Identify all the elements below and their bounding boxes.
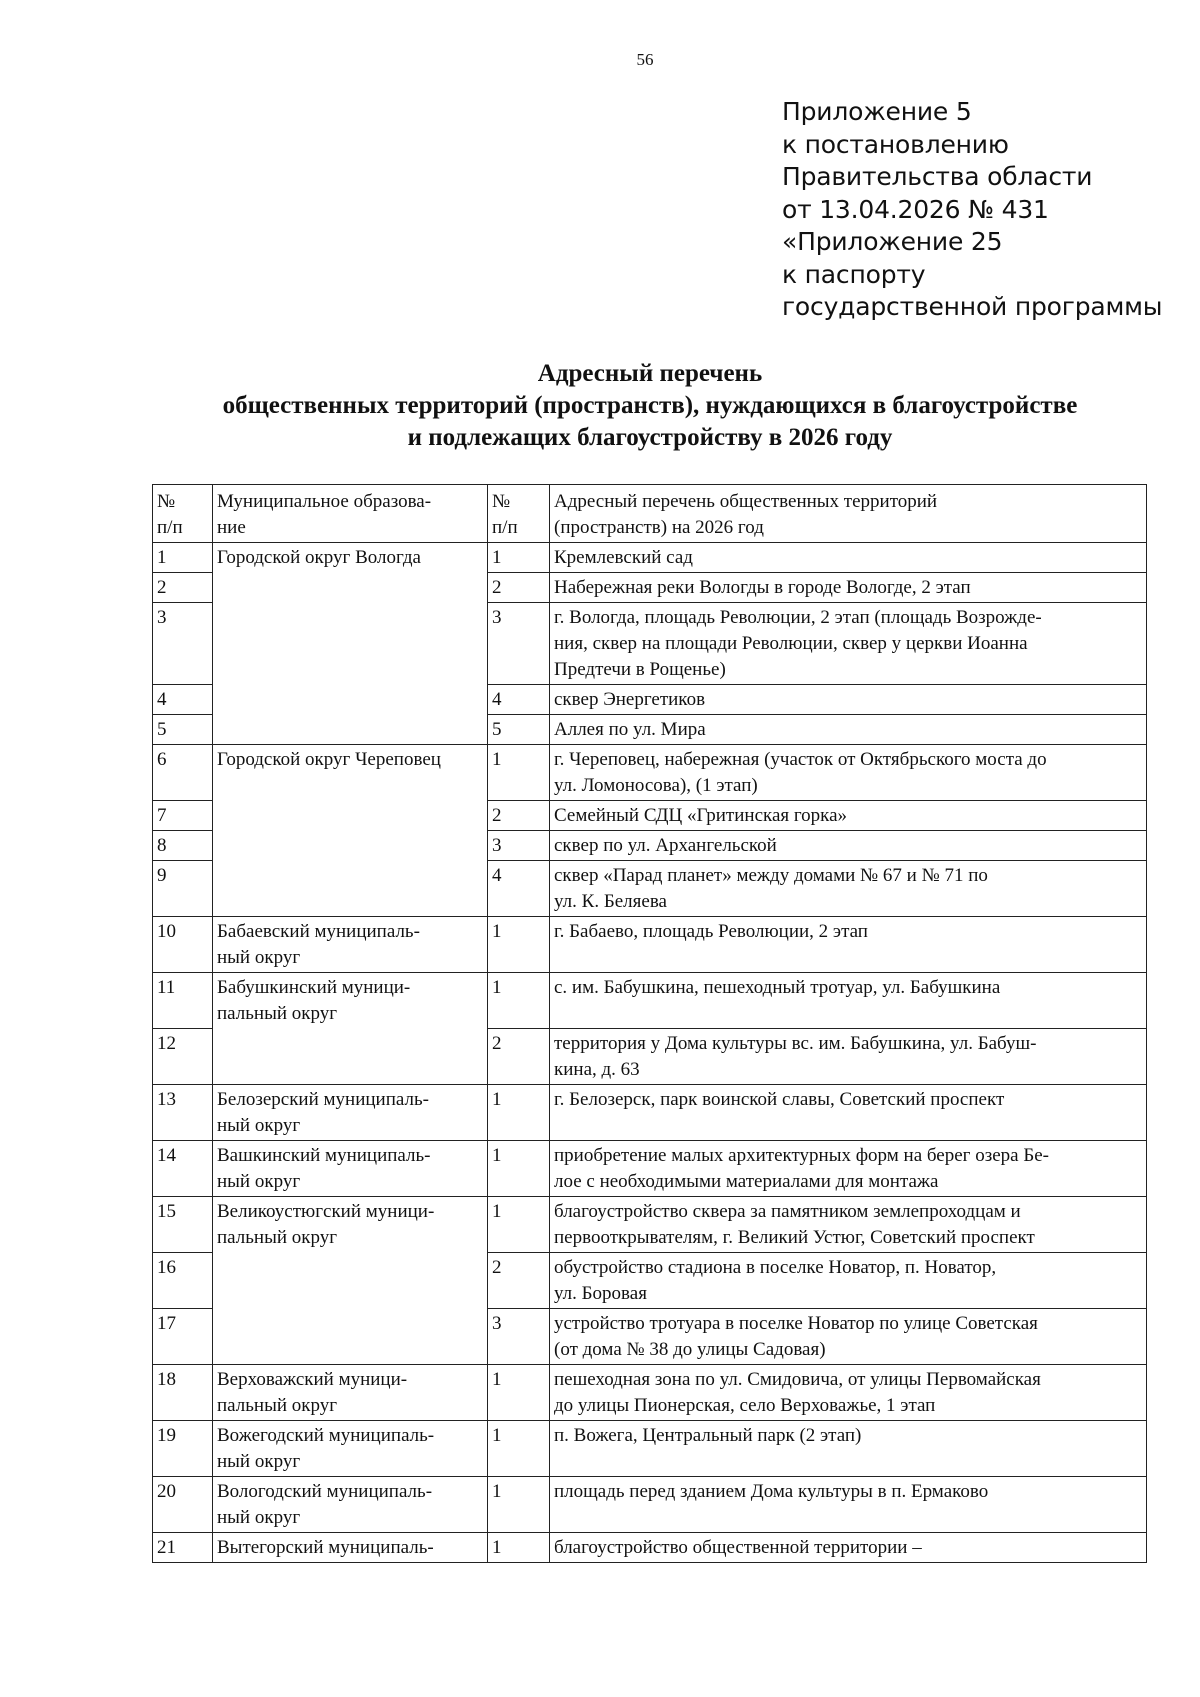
table-row — [153, 543, 1147, 573]
address-cell: г. Белозерск, парк воинской славы, Советский проспект — [550, 1084, 1147, 1140]
row-sub-number: 4 — [488, 861, 550, 917]
address-cell: сквер по ул. Архангельской — [550, 831, 1147, 861]
row-sub-number: 2 — [488, 801, 550, 831]
row-number: 11 — [153, 973, 213, 1029]
address-cell: п. Вожега, Центральный парк (2 этап) — [550, 1420, 1147, 1476]
table-row — [153, 1196, 1147, 1252]
row-number: 16 — [153, 1252, 213, 1308]
table-row — [153, 1364, 1147, 1420]
municipality-cell: Верховажский муници- пальный округ — [213, 1364, 488, 1420]
row-sub-number: 1 — [488, 1140, 550, 1196]
header-municipality: Муниципальное образова- ние — [213, 485, 488, 543]
row-number: 15 — [153, 1196, 213, 1252]
row-number: 7 — [153, 801, 213, 831]
appendix-line: «Приложение 25 — [782, 227, 1003, 256]
row-sub-number: 1 — [488, 917, 550, 973]
row-number: 9 — [153, 861, 213, 917]
address-cell: с. им. Бабушкина, пешеходный тротуар, ул. Бабушкина — [550, 973, 1147, 1029]
table-row — [153, 1532, 1147, 1562]
table-row — [153, 745, 1147, 801]
row-number: 12 — [153, 1028, 213, 1084]
address-cell: устройство тротуара в поселке Новатор по улице Советская (от дома № 38 до улицы Садовая) — [550, 1308, 1147, 1364]
municipality-cell: Великоустюгский муници- пальный округ — [213, 1196, 488, 1252]
address-list-table — [152, 484, 1147, 1563]
row-sub-number: 3 — [488, 831, 550, 861]
table-row — [153, 801, 1147, 831]
address-cell: благоустройство общественной территории – — [550, 1532, 1147, 1562]
row-sub-number: 1 — [488, 1532, 550, 1562]
address-cell: пешеходная зона по ул. Смидовича, от улицы Первомайская до улицы Пионерская, село Верховажье, 1 этап — [550, 1364, 1147, 1420]
municipality-cell — [213, 861, 488, 917]
row-sub-number: 1 — [488, 543, 550, 573]
address-cell: обустройство стадиона в поселке Новатор, п. Новатор, ул. Боровая — [550, 1252, 1147, 1308]
address-cell: Набережная реки Вологды в городе Вологде, 2 этап — [550, 573, 1147, 603]
row-number: 20 — [153, 1476, 213, 1532]
header-num: № п/п — [153, 485, 213, 543]
address-cell: благоустройство сквера за памятником землепроходцам и первооткрывателям, г. Великий Устюг, Советский проспект — [550, 1196, 1147, 1252]
table-row — [153, 1140, 1147, 1196]
title-line: и подлежащих благоустройству в 2026 году — [407, 424, 893, 451]
municipality-cell: Бабаевский муниципаль- ный округ — [213, 917, 488, 973]
appendix-line: к постановлению — [782, 129, 1009, 159]
appendix-line: от 13.04.2026 № 431 — [782, 194, 1049, 224]
row-sub-number: 1 — [488, 1364, 550, 1420]
municipality-cell — [213, 1308, 488, 1364]
municipality-cell — [213, 603, 488, 685]
table-body — [153, 543, 1147, 1563]
row-number: 10 — [153, 917, 213, 973]
table-row — [153, 1084, 1147, 1140]
row-number: 8 — [153, 831, 213, 861]
municipality-cell: Вытегорский муниципаль- — [213, 1532, 488, 1562]
municipality-cell — [213, 831, 488, 861]
table-row — [153, 1028, 1147, 1084]
row-sub-number: 1 — [488, 973, 550, 1029]
address-cell: площадь перед зданием Дома культуры в п. Ермаково — [550, 1476, 1147, 1532]
municipality-cell: Городской округ Вологда — [213, 543, 488, 573]
address-cell: г. Бабаево, площадь Революции, 2 этап — [550, 917, 1147, 973]
address-cell: г. Вологда, площадь Революции, 2 этап (площадь Возрожде- ния, сквер на площади Революции, сквер у церкви Иоанна Предтечи в Рощенье) — [550, 603, 1147, 685]
row-number: 13 — [153, 1084, 213, 1140]
municipality-cell: Белозерский муниципаль- ный округ — [213, 1084, 488, 1140]
appendix-line: Приложение 5 — [782, 97, 972, 126]
municipality-cell — [213, 685, 488, 715]
municipality-cell — [213, 573, 488, 603]
row-number: 21 — [153, 1532, 213, 1562]
address-cell: Семейный СДЦ «Гритинская горка» — [550, 801, 1147, 831]
row-number: 1 — [153, 543, 213, 573]
row-number: 5 — [153, 715, 213, 745]
table-row — [153, 1420, 1147, 1476]
table-row — [153, 573, 1147, 603]
title-line: Адресный перечень — [537, 360, 763, 387]
table-row — [153, 1252, 1147, 1308]
appendix-line: к паспорту — [782, 259, 926, 289]
row-sub-number: 5 — [488, 715, 550, 745]
table-row — [153, 715, 1147, 745]
row-number: 17 — [153, 1308, 213, 1364]
table-header-row — [153, 485, 1147, 543]
appendix-line: государственной программы — [782, 292, 1163, 321]
row-sub-number: 2 — [488, 1028, 550, 1084]
row-sub-number: 4 — [488, 685, 550, 715]
municipality-cell — [213, 1028, 488, 1084]
municipality-cell — [213, 801, 488, 831]
page-number: 56 — [636, 50, 654, 69]
header-address: Адресный перечень общественных территорий (пространств) на 2026 год — [550, 485, 1147, 543]
appendix-block — [782, 96, 1182, 324]
header-sub-num: № п/п — [488, 485, 550, 543]
municipality-cell — [213, 1252, 488, 1308]
address-cell: Кремлевский сад — [550, 543, 1147, 573]
address-cell: приобретение малых архитектурных форм на берег озера Бе- лое с необходимыми материалами для монтажа — [550, 1140, 1147, 1196]
row-sub-number: 1 — [488, 1476, 550, 1532]
table-row — [153, 831, 1147, 861]
municipality-cell: Вологодский муниципаль- ный округ — [213, 1476, 488, 1532]
row-number: 6 — [153, 745, 213, 801]
address-cell: сквер Энергетиков — [550, 685, 1147, 715]
address-cell: Аллея по ул. Мира — [550, 715, 1147, 745]
row-number: 3 — [153, 603, 213, 685]
table-row — [153, 973, 1147, 1029]
table-row — [153, 917, 1147, 973]
row-sub-number: 1 — [488, 1084, 550, 1140]
document-title — [100, 358, 1200, 454]
row-sub-number: 1 — [488, 1196, 550, 1252]
address-cell: территория у Дома культуры вс. им. Бабушкина, ул. Бабуш- кина, д. 63 — [550, 1028, 1147, 1084]
table-row — [153, 685, 1147, 715]
row-number: 4 — [153, 685, 213, 715]
row-number: 18 — [153, 1364, 213, 1420]
address-cell: г. Череповец, набережная (участок от Октябрьского моста до ул. Ломоносова), (1 этап) — [550, 745, 1147, 801]
table-row — [153, 603, 1147, 685]
address-cell: сквер «Парад планет» между домами № 67 и № 71 по ул. К. Беляева — [550, 861, 1147, 917]
row-sub-number: 2 — [488, 573, 550, 603]
row-sub-number: 3 — [488, 1308, 550, 1364]
municipality-cell: Вашкинский муниципаль- ный округ — [213, 1140, 488, 1196]
row-sub-number: 3 — [488, 603, 550, 685]
municipality-cell: Вожегодский муниципаль- ный округ — [213, 1420, 488, 1476]
municipality-cell: Городской округ Череповец — [213, 745, 488, 801]
row-sub-number: 1 — [488, 745, 550, 801]
row-sub-number: 1 — [488, 1420, 550, 1476]
row-number: 19 — [153, 1420, 213, 1476]
table-row — [153, 1476, 1147, 1532]
municipality-cell: Бабушкинский муници- пальный округ — [213, 973, 488, 1029]
row-sub-number: 2 — [488, 1252, 550, 1308]
table-row — [153, 1308, 1147, 1364]
appendix-line: Правительства области — [782, 162, 1093, 191]
table-row — [153, 861, 1147, 917]
row-number: 2 — [153, 573, 213, 603]
row-number: 14 — [153, 1140, 213, 1196]
title-line: общественных территорий (пространств), нуждающихся в благоустройстве — [222, 392, 1078, 419]
municipality-cell — [213, 715, 488, 745]
